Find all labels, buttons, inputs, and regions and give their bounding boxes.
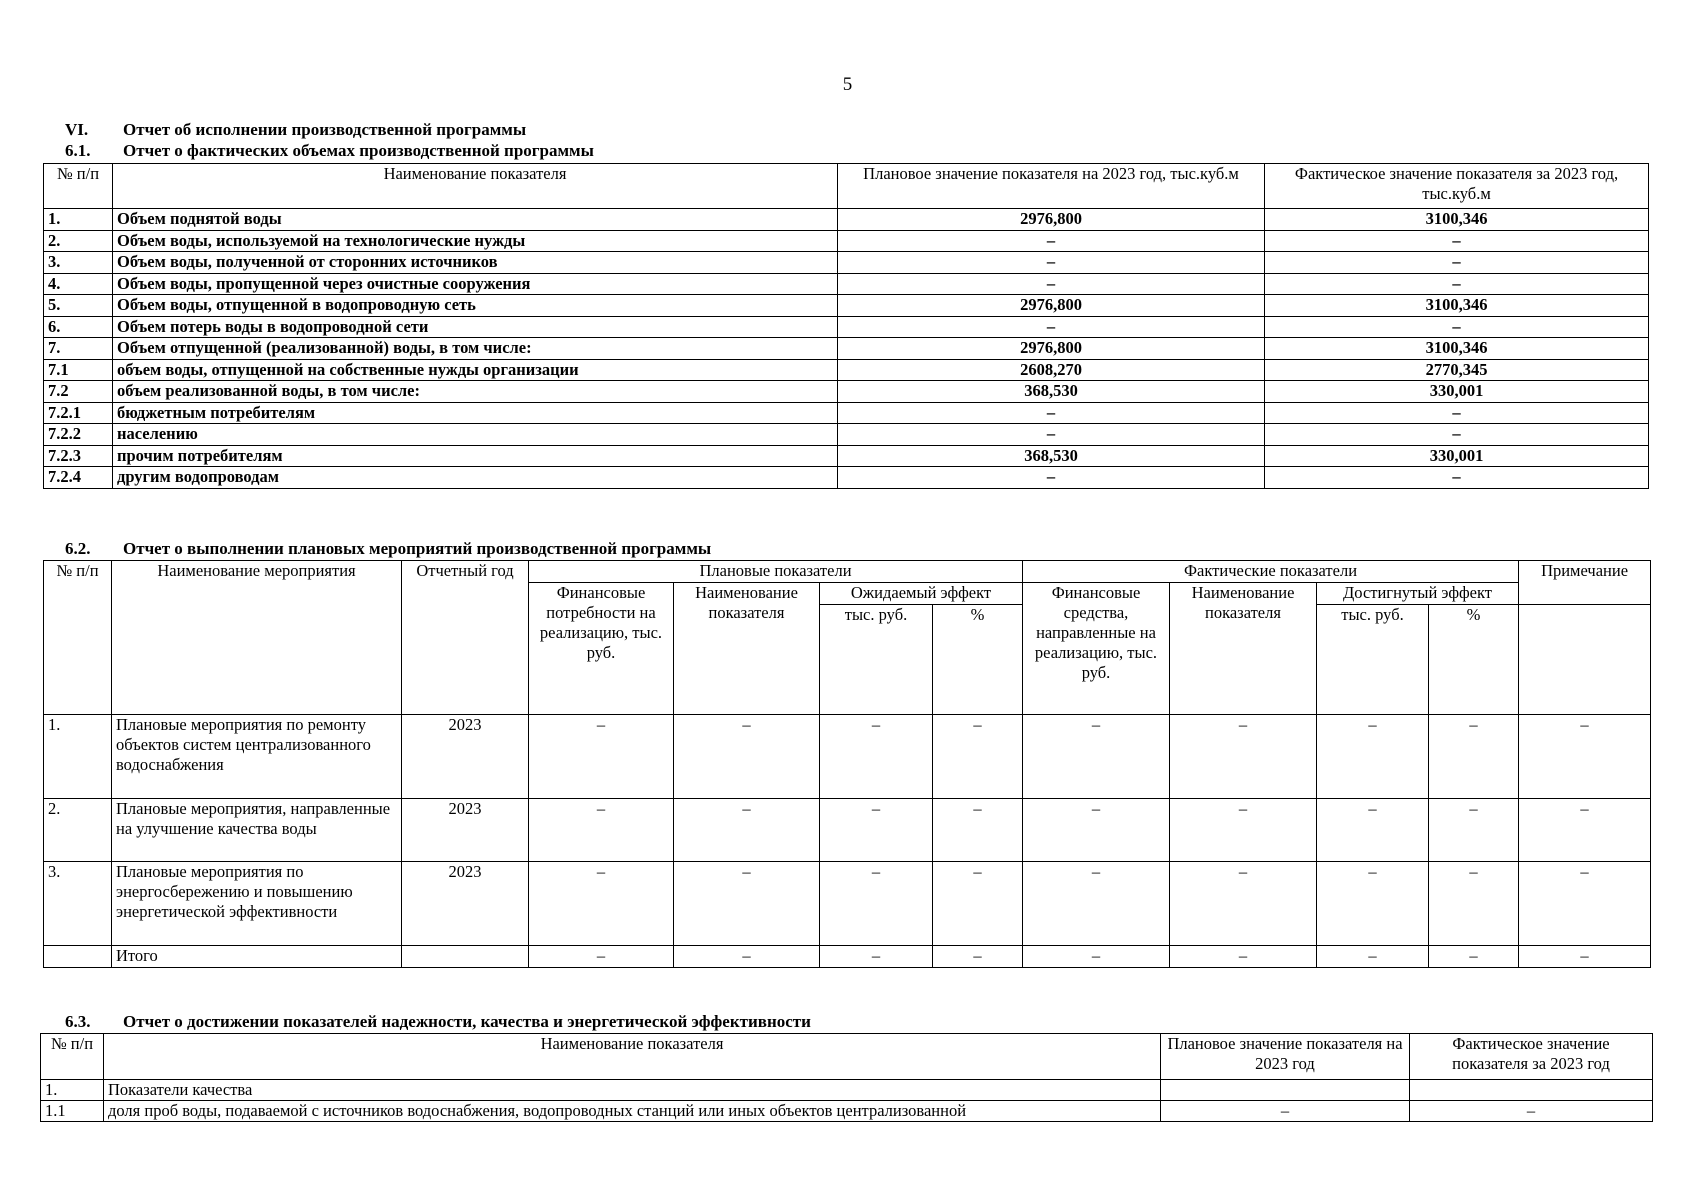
table-header-row — [44, 164, 1649, 209]
row-plan-value: 2976,800 — [838, 295, 1265, 317]
row-fact-value: 3100,346 — [1265, 295, 1649, 317]
row-plan-value: 2608,270 — [838, 359, 1265, 381]
row-fact-value: – — [1410, 1101, 1653, 1122]
row-name: объем реализованной воды, в том числе: — [113, 381, 838, 403]
row-dash-value: – — [674, 715, 820, 799]
row-number: 7.2 — [44, 381, 113, 403]
row-plan-value: – — [838, 424, 1265, 446]
table-row — [44, 359, 1649, 381]
total-row — [44, 946, 1651, 968]
col-header-fact-effect: Достигнутый эффект — [1317, 583, 1519, 605]
row-name: другим водопроводам — [113, 467, 838, 489]
row-number: 5. — [44, 295, 113, 317]
row-number: 1. — [41, 1080, 104, 1101]
row-number: 1. — [44, 209, 113, 231]
row-plan-value: – — [838, 316, 1265, 338]
row-plan-value: – — [838, 273, 1265, 295]
table-row — [44, 715, 1651, 799]
row-number: 7.2.3 — [44, 445, 113, 467]
col-header-num: № п/п — [41, 1034, 104, 1080]
table-body — [44, 209, 1649, 489]
table-planned-activities — [43, 560, 1651, 968]
table-row — [44, 316, 1649, 338]
row-number: 3. — [44, 862, 112, 946]
total-label: Итого — [112, 946, 402, 968]
total-dash-value: – — [1023, 946, 1170, 968]
col-header-fact-rub: тыс. руб. — [1317, 605, 1429, 715]
row-dash-value: – — [1429, 715, 1519, 799]
section-title: Отчет о выполнении плановых мероприятий производственной программы — [123, 539, 712, 558]
row-dash-value: – — [1429, 862, 1519, 946]
col-header-note-empty — [1519, 605, 1651, 715]
row-plan-value: 2976,800 — [838, 338, 1265, 360]
table-header-row — [41, 1034, 1653, 1080]
section-title: Отчет о достижении показателей надежности, качества и энергетической эффективности — [123, 1012, 811, 1031]
section-heading-6-3 — [65, 1012, 811, 1032]
table-actual-volumes — [43, 163, 1649, 489]
row-fact-value: – — [1265, 467, 1649, 489]
table-row — [41, 1101, 1653, 1122]
table-row — [44, 799, 1651, 862]
row-name: Плановые мероприятия по ремонту объектов систем централизованного водоснабжения — [112, 715, 402, 799]
row-dash-value: – — [1023, 862, 1170, 946]
total-dash-value: – — [1519, 946, 1651, 968]
row-fact-value: – — [1265, 316, 1649, 338]
row-name: Объем воды, отпущенной в водопроводную сеть — [113, 295, 838, 317]
row-dash-value: – — [674, 799, 820, 862]
total-dash-value: – — [1429, 946, 1519, 968]
row-plan-value: 2976,800 — [838, 209, 1265, 231]
col-header-name: Наименование мероприятия — [112, 561, 402, 715]
row-fact-value — [1410, 1080, 1653, 1101]
row-name: объем воды, отпущенной на собственные нужды организации — [113, 359, 838, 381]
row-name: Объем воды, полученной от сторонних источников — [113, 252, 838, 274]
table-row — [44, 862, 1651, 946]
col-header-num: № п/п — [44, 561, 112, 715]
row-plan-value: – — [838, 467, 1265, 489]
row-fact-value: 3100,346 — [1265, 209, 1649, 231]
col-header-plan-rub: тыс. руб. — [820, 605, 933, 715]
row-plan-value: – — [838, 402, 1265, 424]
col-header-plan-indicator: Наименование показателя — [674, 583, 820, 715]
col-header-fact-pct: % — [1429, 605, 1519, 715]
total-dash-value: – — [1317, 946, 1429, 968]
col-header-name: Наименование показателя — [113, 164, 838, 209]
col-header-plan: Плановое значение показателя на 2023 год, тыс.куб.м — [838, 164, 1265, 209]
row-year: 2023 — [402, 715, 529, 799]
table-body — [44, 715, 1651, 968]
row-name: Плановые мероприятия, направленные на улучшение качества воды — [112, 799, 402, 862]
total-dash-value: – — [674, 946, 820, 968]
row-year: 2023 — [402, 799, 529, 862]
col-group-plan: Плановые показатели — [529, 561, 1023, 583]
section-number: VI. — [65, 120, 89, 139]
col-group-fact: Фактические показатели — [1023, 561, 1519, 583]
row-plan-value: – — [838, 252, 1265, 274]
section-title: Отчет об исполнении производственной программы — [123, 120, 527, 139]
col-header-fact-indicator: Наименование показателя — [1170, 583, 1317, 715]
row-number: 7.2.2 — [44, 424, 113, 446]
total-year-empty — [402, 946, 529, 968]
row-dash-value: – — [529, 715, 674, 799]
row-dash-value: – — [820, 715, 933, 799]
page-number: 5 — [842, 74, 853, 95]
table-row — [44, 445, 1649, 467]
row-dash-value: – — [1170, 862, 1317, 946]
row-dash-value: – — [1170, 715, 1317, 799]
section-heading-6-2 — [65, 539, 711, 559]
row-number: 4. — [44, 273, 113, 295]
col-header-plan-pct: % — [933, 605, 1023, 715]
col-header-fact: Фактическое значение показателя за 2023 год, тыс.куб.м — [1265, 164, 1649, 209]
row-name: доля проб воды, подаваемой с источников водоснабжения, водопроводных станций или иных объектов централизованной — [104, 1101, 1161, 1122]
row-fact-value: 2770,345 — [1265, 359, 1649, 381]
row-dash-value: – — [933, 862, 1023, 946]
col-header-year: Отчетный год — [402, 561, 529, 715]
section-heading-6-1 — [65, 141, 594, 161]
row-dash-value: – — [529, 862, 674, 946]
section-number: 6.3. — [65, 1012, 91, 1031]
section-heading-vi — [65, 120, 526, 140]
row-plan-value: 368,530 — [838, 445, 1265, 467]
row-dash-value: – — [1519, 862, 1651, 946]
col-header-fact: Фактическое значение показателя за 2023 год — [1410, 1034, 1653, 1080]
row-dash-value: – — [1023, 799, 1170, 862]
row-number: 3. — [44, 252, 113, 274]
row-number: 1. — [44, 715, 112, 799]
table-body — [41, 1080, 1653, 1122]
row-name: прочим потребителям — [113, 445, 838, 467]
row-dash-value: – — [1317, 715, 1429, 799]
table-row — [44, 295, 1649, 317]
row-name: населению — [113, 424, 838, 446]
row-number: 7.1 — [44, 359, 113, 381]
col-header-plan-effect: Ожидаемый эффект — [820, 583, 1023, 605]
row-fact-value: – — [1265, 230, 1649, 252]
row-dash-value: – — [674, 862, 820, 946]
row-dash-value: – — [933, 799, 1023, 862]
col-header-note: Примечание — [1519, 561, 1651, 605]
row-plan-value — [1161, 1080, 1410, 1101]
row-name: Объем воды, используемой на технологические нужды — [113, 230, 838, 252]
row-dash-value: – — [529, 799, 674, 862]
row-fact-value: – — [1265, 402, 1649, 424]
header-row-1 — [44, 561, 1651, 583]
table-row — [41, 1080, 1653, 1101]
row-number: 7.2.4 — [44, 467, 113, 489]
row-dash-value: – — [1317, 862, 1429, 946]
row-number: 7.2.1 — [44, 402, 113, 424]
section-title: Отчет о фактических объемах производственной программы — [123, 141, 594, 160]
row-number: 2. — [44, 799, 112, 862]
total-dash-value: – — [529, 946, 674, 968]
total-dash-value: – — [933, 946, 1023, 968]
table-row — [44, 273, 1649, 295]
table-row — [44, 381, 1649, 403]
row-name: Объем поднятой воды — [113, 209, 838, 231]
row-dash-value: – — [1519, 799, 1651, 862]
table-row — [44, 402, 1649, 424]
row-fact-value: 3100,346 — [1265, 338, 1649, 360]
row-dash-value: – — [1317, 799, 1429, 862]
row-dash-value: – — [1429, 799, 1519, 862]
row-plan-value: – — [838, 230, 1265, 252]
table-row — [44, 230, 1649, 252]
row-dash-value: – — [1023, 715, 1170, 799]
row-name: Плановые мероприятия по энергосбережению и повышению энергетической эффективности — [112, 862, 402, 946]
row-number: 6. — [44, 316, 113, 338]
section-number: 6.1. — [65, 141, 91, 160]
row-dash-value: – — [820, 862, 933, 946]
row-number: 7. — [44, 338, 113, 360]
total-number-empty — [44, 946, 112, 968]
table-row — [44, 424, 1649, 446]
row-dash-value: – — [933, 715, 1023, 799]
row-year: 2023 — [402, 862, 529, 946]
section-number: 6.2. — [65, 539, 91, 558]
row-plan-value: 368,530 — [838, 381, 1265, 403]
col-header-plan: Плановое значение показателя на 2023 год — [1161, 1034, 1410, 1080]
row-fact-value: – — [1265, 424, 1649, 446]
table-reliability-indicators — [40, 1033, 1653, 1122]
col-header-plan-fin: Финансовые потребности на реализацию, тыс. руб. — [529, 583, 674, 715]
row-name: бюджетным потребителям — [113, 402, 838, 424]
row-number: 2. — [44, 230, 113, 252]
table-row — [44, 252, 1649, 274]
row-plan-value: – — [1161, 1101, 1410, 1122]
row-fact-value: 330,001 — [1265, 381, 1649, 403]
row-dash-value: – — [820, 799, 933, 862]
row-name: Объем отпущенной (реализованной) воды, в том числе: — [113, 338, 838, 360]
row-dash-value: – — [1170, 799, 1317, 862]
total-dash-value: – — [1170, 946, 1317, 968]
row-fact-value: – — [1265, 273, 1649, 295]
row-name: Объем потерь воды в водопроводной сети — [113, 316, 838, 338]
table-row — [44, 467, 1649, 489]
row-name: Объем воды, пропущенной через очистные сооружения — [113, 273, 838, 295]
row-fact-value: – — [1265, 252, 1649, 274]
row-name: Показатели качества — [104, 1080, 1161, 1101]
row-fact-value: 330,001 — [1265, 445, 1649, 467]
table-row — [44, 338, 1649, 360]
table-row — [44, 209, 1649, 231]
col-header-name: Наименование показателя — [104, 1034, 1161, 1080]
row-number: 1.1 — [41, 1101, 104, 1122]
total-dash-value: – — [820, 946, 933, 968]
col-header-num: № п/п — [44, 164, 113, 209]
row-dash-value: – — [1519, 715, 1651, 799]
col-header-fact-fin: Финансовые средства, направленные на реализацию, тыс. руб. — [1023, 583, 1170, 715]
